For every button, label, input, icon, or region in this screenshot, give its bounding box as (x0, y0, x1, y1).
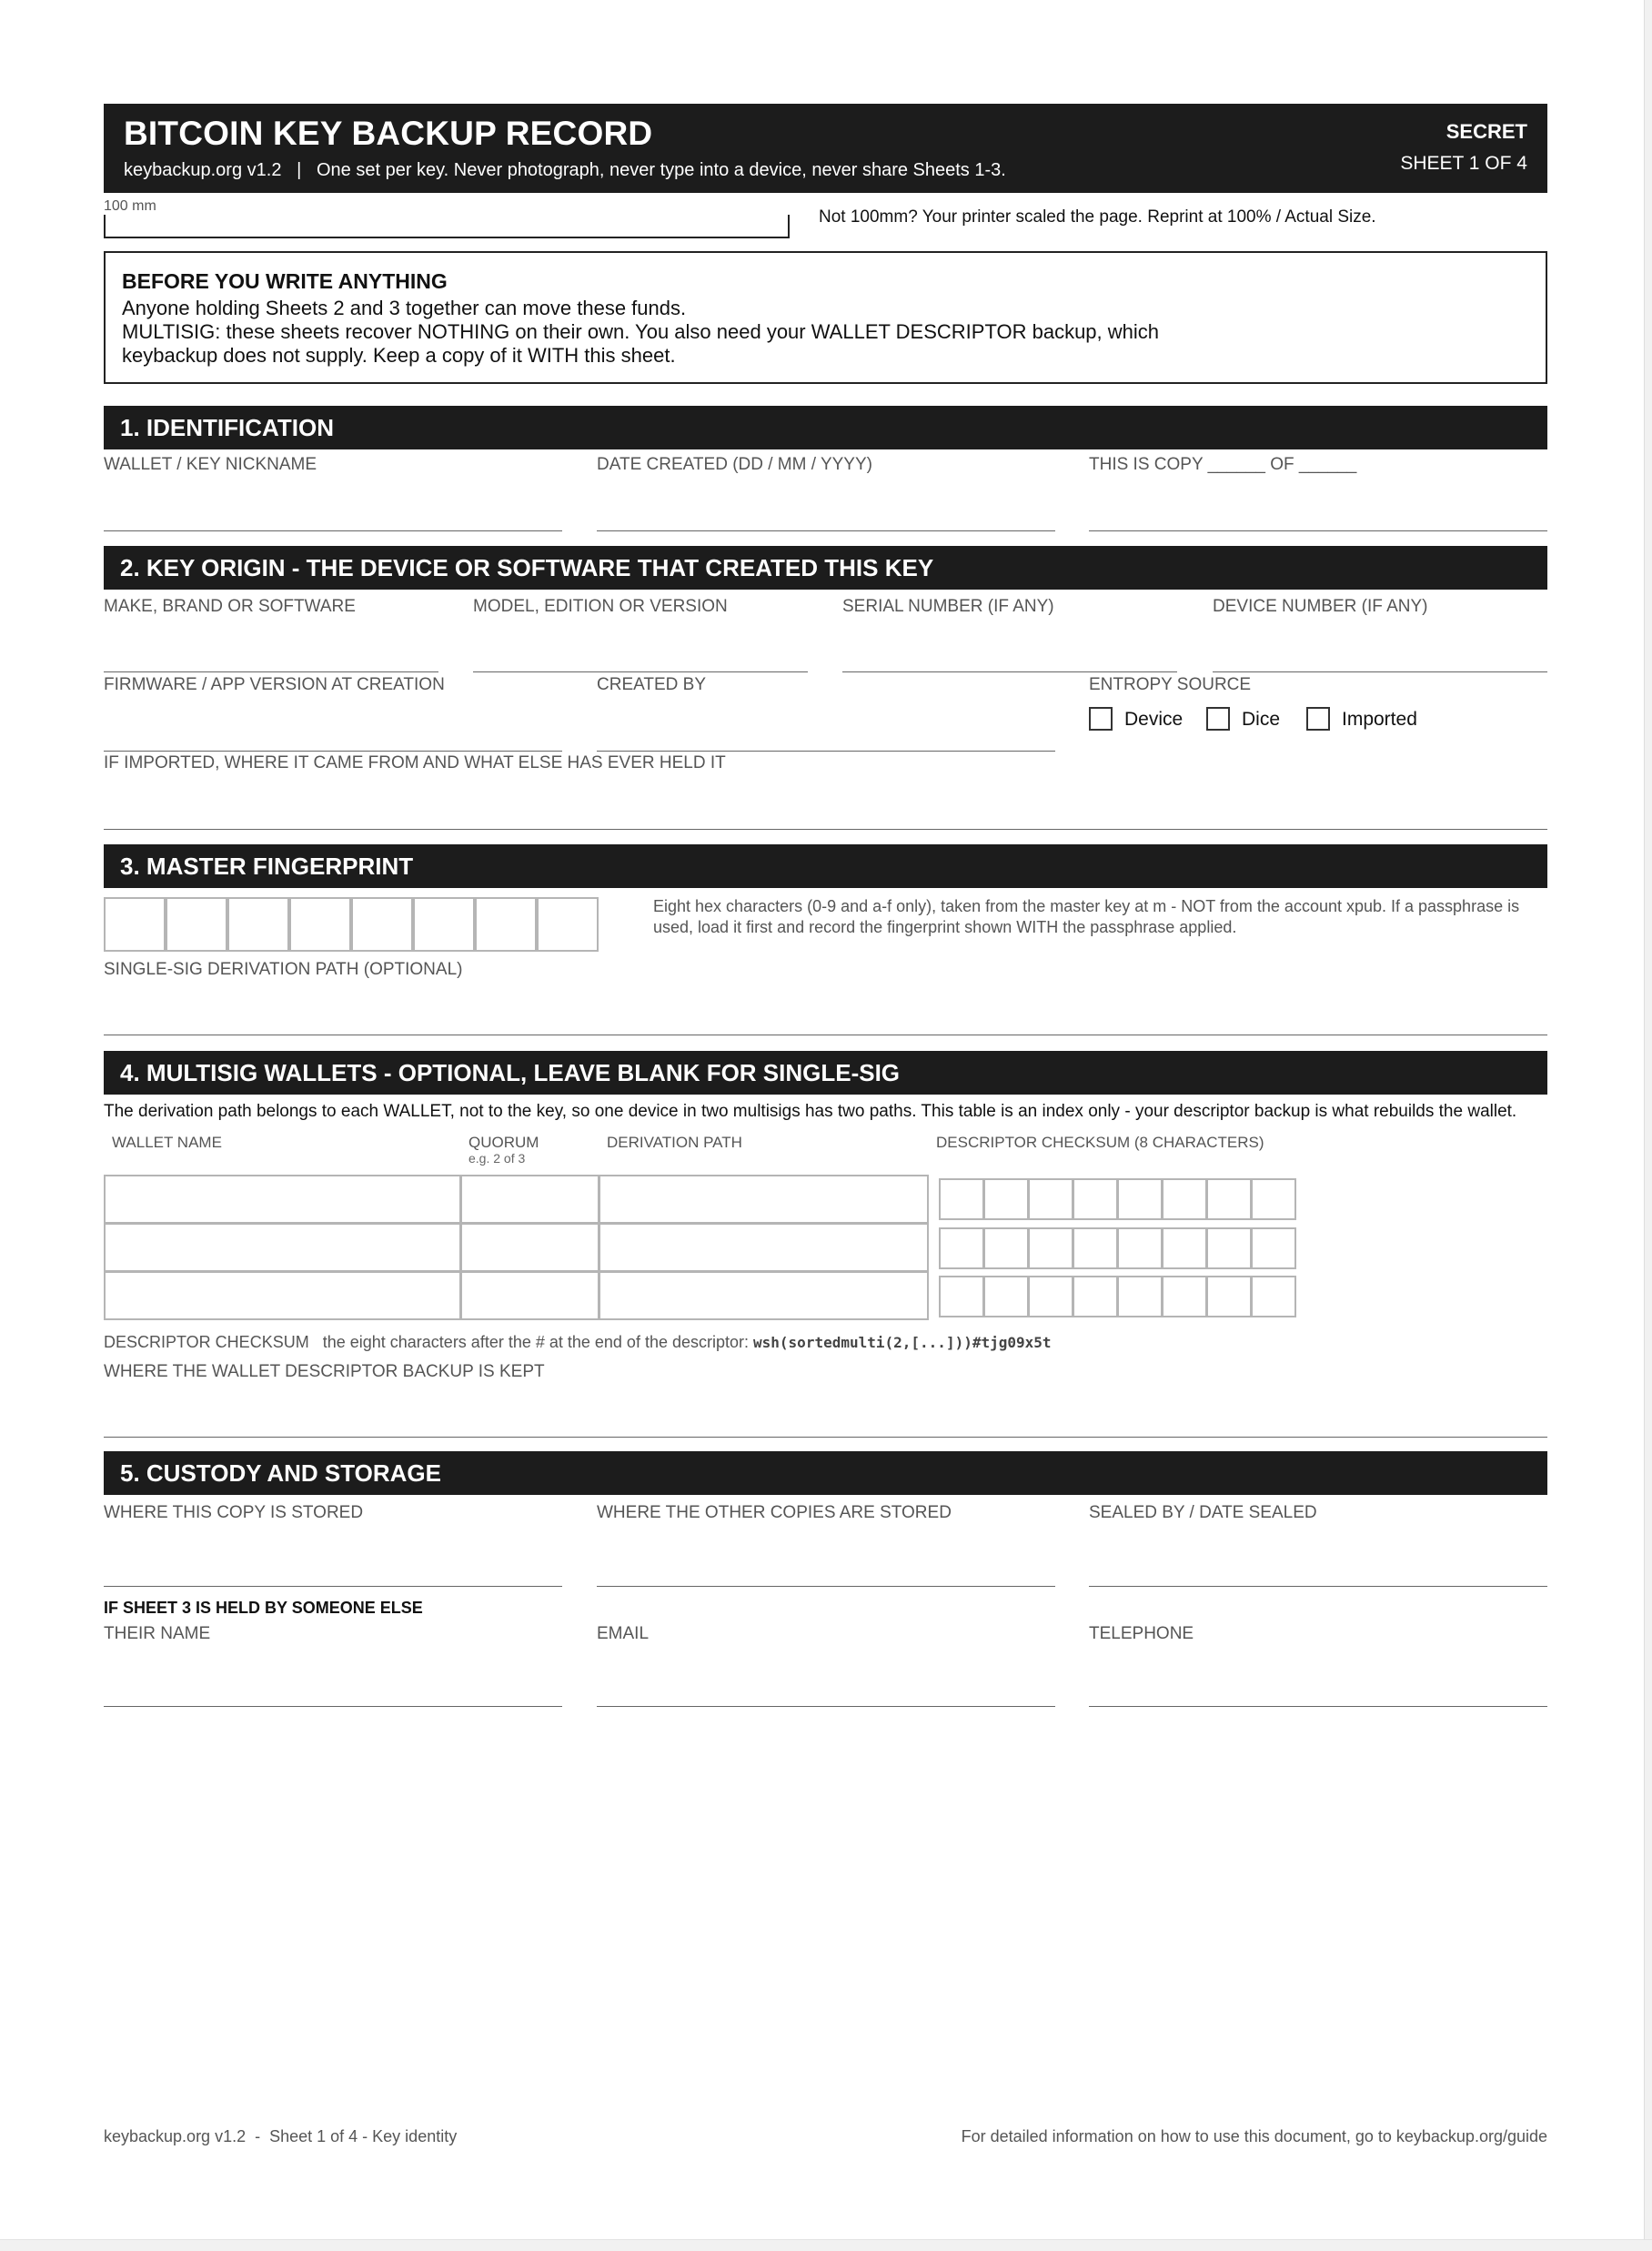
column-header-descriptor-checksum: DESCRIPTOR CHECKSUM (8 CHARACTERS) (936, 1134, 1264, 1151)
checksum-char-box[interactable] (1073, 1178, 1118, 1220)
fingerprint-char-box[interactable] (475, 897, 537, 952)
sheet-number: SHEET 1 OF 4 (1400, 153, 1527, 174)
checksum-char-box[interactable] (983, 1276, 1029, 1317)
column-header-wallet-name: WALLET NAME (112, 1134, 222, 1151)
warning-line: MULTISIG: these sheets recover NOTHING on their own. You also need your WALLET DESCRIPTOR backup, which (122, 320, 1160, 343)
scale-label: 100 mm (104, 198, 156, 214)
quorum-hint: e.g. 2 of 3 (468, 1151, 526, 1166)
checkbox-label-dice: Dice (1242, 709, 1281, 730)
checksum-char-box[interactable] (983, 1227, 1029, 1269)
section-title: 4. MULTISIG WALLETS - OPTIONAL, LEAVE BLANK FOR SINGLE-SIG (120, 1059, 901, 1086)
field-label-created-by: CREATED BY (597, 675, 707, 694)
field-label-entropy-source: ENTROPY SOURCE (1089, 675, 1252, 694)
checksum-char-box[interactable] (1251, 1276, 1296, 1317)
checksum-char-box[interactable] (1117, 1227, 1163, 1269)
page-edge (1644, 0, 1652, 2251)
checksum-char-box[interactable] (1028, 1227, 1073, 1269)
fingerprint-char-box[interactable] (166, 897, 227, 952)
write-line-date-created[interactable] (597, 530, 1055, 531)
checksum-char-box[interactable] (1162, 1227, 1207, 1269)
write-line-make[interactable] (104, 671, 438, 672)
field-label-firmware: FIRMWARE / APP VERSION AT CREATION (104, 675, 445, 694)
field-label-derivation-path: SINGLE-SIG DERIVATION PATH (OPTIONAL) (104, 960, 463, 979)
checksum-char-box[interactable] (983, 1178, 1029, 1220)
document-header (104, 104, 1547, 193)
warning-box (104, 251, 1547, 384)
checksum-char-box[interactable] (1028, 1178, 1073, 1220)
section-fingerprint-header (104, 844, 1547, 888)
field-label-nickname: WALLET / KEY NICKNAME (104, 455, 317, 474)
column-header-derivation-path: DERIVATION PATH (607, 1134, 742, 1151)
fingerprint-char-box[interactable] (289, 897, 351, 952)
scale-note: Not 100mm? Your printer scaled the page. Reprint at 100% / Actual Size. (819, 207, 1376, 227)
footer-left: keybackup.org v1.2 - Sheet 1 of 4 - Key identity (104, 2127, 458, 2145)
document-subtitle: keybackup.org v1.2 | One set per key. Never photograph, never type into a device, never share Sheets 1-3. (124, 160, 1006, 180)
field-label-model: MODEL, EDITION OR VERSION (473, 597, 728, 616)
write-line-device-number[interactable] (1213, 671, 1547, 672)
checksum-char-box[interactable] (1117, 1276, 1163, 1317)
warning-line: Anyone holding Sheets 2 and 3 together can move these funds. (122, 297, 687, 319)
secret-label: SECRET (1446, 120, 1527, 143)
write-line-model[interactable] (473, 671, 808, 672)
section-title: 5. CUSTODY AND STORAGE (120, 1459, 441, 1487)
checkbox-device[interactable] (1089, 707, 1113, 731)
warning-line: keybackup does not supply. Keep a copy of it WITH this sheet. (122, 344, 676, 367)
write-line-other-copies-location[interactable] (597, 1586, 1055, 1587)
write-line-descriptor-backup[interactable] (104, 1437, 1547, 1438)
field-label-copy-number: THIS IS COPY ______ OF ______ (1089, 455, 1357, 474)
write-line-email[interactable] (597, 1706, 1055, 1707)
fingerprint-char-box[interactable] (104, 897, 166, 952)
checksum-char-box[interactable] (1206, 1227, 1252, 1269)
cell-wallet-name[interactable] (104, 1271, 461, 1320)
checksum-char-box[interactable] (1028, 1276, 1073, 1317)
field-label-device-number: DEVICE NUMBER (IF ANY) (1213, 597, 1428, 616)
section-custody-header (104, 1451, 1547, 1495)
checksum-explanation (104, 1333, 1052, 1352)
section-title: 2. KEY ORIGIN - THE DEVICE OR SOFTWARE THAT CREATED THIS KEY (120, 554, 934, 581)
checksum-description: the eight characters after the # at the end of the descriptor: (322, 1333, 749, 1351)
fingerprint-char-box[interactable] (351, 897, 413, 952)
cell-derivation-path[interactable] (599, 1175, 929, 1224)
checksum-char-box[interactable] (1117, 1178, 1163, 1220)
checksum-label: DESCRIPTOR CHECKSUM (104, 1333, 309, 1351)
third-party-heading: IF SHEET 3 IS HELD BY SOMEONE ELSE (104, 1599, 423, 1617)
fingerprint-instructions: Eight hex characters (0-9 and a-f only), taken from the master key at m - NOT from the account xpub. If a passphrase is used, load it first and record the fingerprint shown WITH the passphrase applied. (653, 897, 1520, 936)
checksum-char-box[interactable] (1251, 1178, 1296, 1220)
warning-title: BEFORE YOU WRITE ANYTHING (122, 269, 448, 293)
section-multisig-header (104, 1051, 1547, 1095)
field-label-their-name: THEIR NAME (104, 1624, 211, 1643)
checksum-char-box[interactable] (939, 1276, 984, 1317)
checksum-char-box[interactable] (1251, 1227, 1296, 1269)
footer-right: For detailed information on how to use this document, go to keybackup.org/guide (961, 2127, 1547, 2145)
cell-quorum[interactable] (460, 1175, 599, 1224)
cell-wallet-name[interactable] (104, 1175, 461, 1224)
checkbox-imported[interactable] (1306, 707, 1330, 731)
field-label-descriptor-backup: WHERE THE WALLET DESCRIPTOR BACKUP IS KEPT (104, 1362, 545, 1381)
checksum-char-box[interactable] (1073, 1227, 1118, 1269)
document-title: BITCOIN KEY BACKUP RECORD (124, 115, 653, 152)
checkbox-label-imported: Imported (1342, 709, 1417, 730)
checksum-char-box[interactable] (1073, 1276, 1118, 1317)
section-identification-header (104, 406, 1547, 449)
checksum-example: wsh(sortedmulti(2,[...]))#tjg09x5t (753, 1334, 1052, 1351)
cell-quorum[interactable] (460, 1223, 599, 1272)
column-header-quorum: QUORUM (468, 1134, 539, 1151)
write-line-telephone[interactable] (1089, 1706, 1547, 1707)
fingerprint-char-box[interactable] (227, 897, 289, 952)
checksum-char-box[interactable] (1162, 1178, 1207, 1220)
field-label-date-created: DATE CREATED (DD / MM / YYYY) (597, 455, 872, 474)
checksum-char-box[interactable] (1206, 1178, 1252, 1220)
multisig-intro: The derivation path belongs to each WALLET, not to the key, so one device in two multisigs has two paths. This table is an index only - your descriptor backup is what rebuilds the wallet. (104, 1102, 1517, 1121)
write-line-sealed-by[interactable] (1089, 1586, 1547, 1587)
write-line-firmware[interactable] (104, 751, 562, 752)
cell-wallet-name[interactable] (104, 1223, 461, 1272)
field-label-imported-origin: IF IMPORTED, WHERE IT CAME FROM AND WHAT ELSE HAS EVER HELD IT (104, 753, 726, 772)
cell-derivation-path[interactable] (599, 1223, 929, 1272)
field-label-make: MAKE, BRAND OR SOFTWARE (104, 597, 356, 616)
checksum-char-box[interactable] (1162, 1276, 1207, 1317)
write-line-created-by[interactable] (597, 751, 1055, 752)
field-label-other-copies-location: WHERE THE OTHER COPIES ARE STORED (597, 1503, 952, 1522)
field-label-email: EMAIL (597, 1624, 650, 1643)
checkbox-dice[interactable] (1206, 707, 1230, 731)
checkbox-label-device: Device (1124, 709, 1184, 730)
write-line-serial[interactable] (842, 671, 1177, 672)
section-key-origin-header (104, 546, 1547, 590)
write-line-their-name[interactable] (104, 1706, 562, 1707)
section-title: 1. IDENTIFICATION (120, 414, 334, 441)
field-label-this-copy-location: WHERE THIS COPY IS STORED (104, 1503, 364, 1522)
fingerprint-char-box[interactable] (537, 897, 599, 952)
field-label-serial: SERIAL NUMBER (IF ANY) (842, 597, 1054, 616)
cell-derivation-path[interactable] (599, 1271, 929, 1320)
scale-bar (104, 215, 790, 238)
field-label-telephone: TELEPHONE (1089, 1624, 1194, 1643)
field-label-sealed-by: SEALED BY / DATE SEALED (1089, 1503, 1317, 1522)
cell-quorum[interactable] (460, 1271, 599, 1320)
checksum-char-box[interactable] (939, 1178, 984, 1220)
section-title: 3. MASTER FINGERPRINT (120, 853, 414, 880)
page-bottom-edge (0, 2239, 1652, 2251)
write-line-imported-origin[interactable] (104, 829, 1547, 830)
write-line-this-copy-location[interactable] (104, 1586, 562, 1587)
write-line-nickname[interactable] (104, 530, 562, 531)
fingerprint-char-box[interactable] (413, 897, 475, 952)
write-line-copy-number[interactable] (1089, 530, 1547, 531)
checksum-char-box[interactable] (939, 1227, 984, 1269)
checksum-char-box[interactable] (1206, 1276, 1252, 1317)
